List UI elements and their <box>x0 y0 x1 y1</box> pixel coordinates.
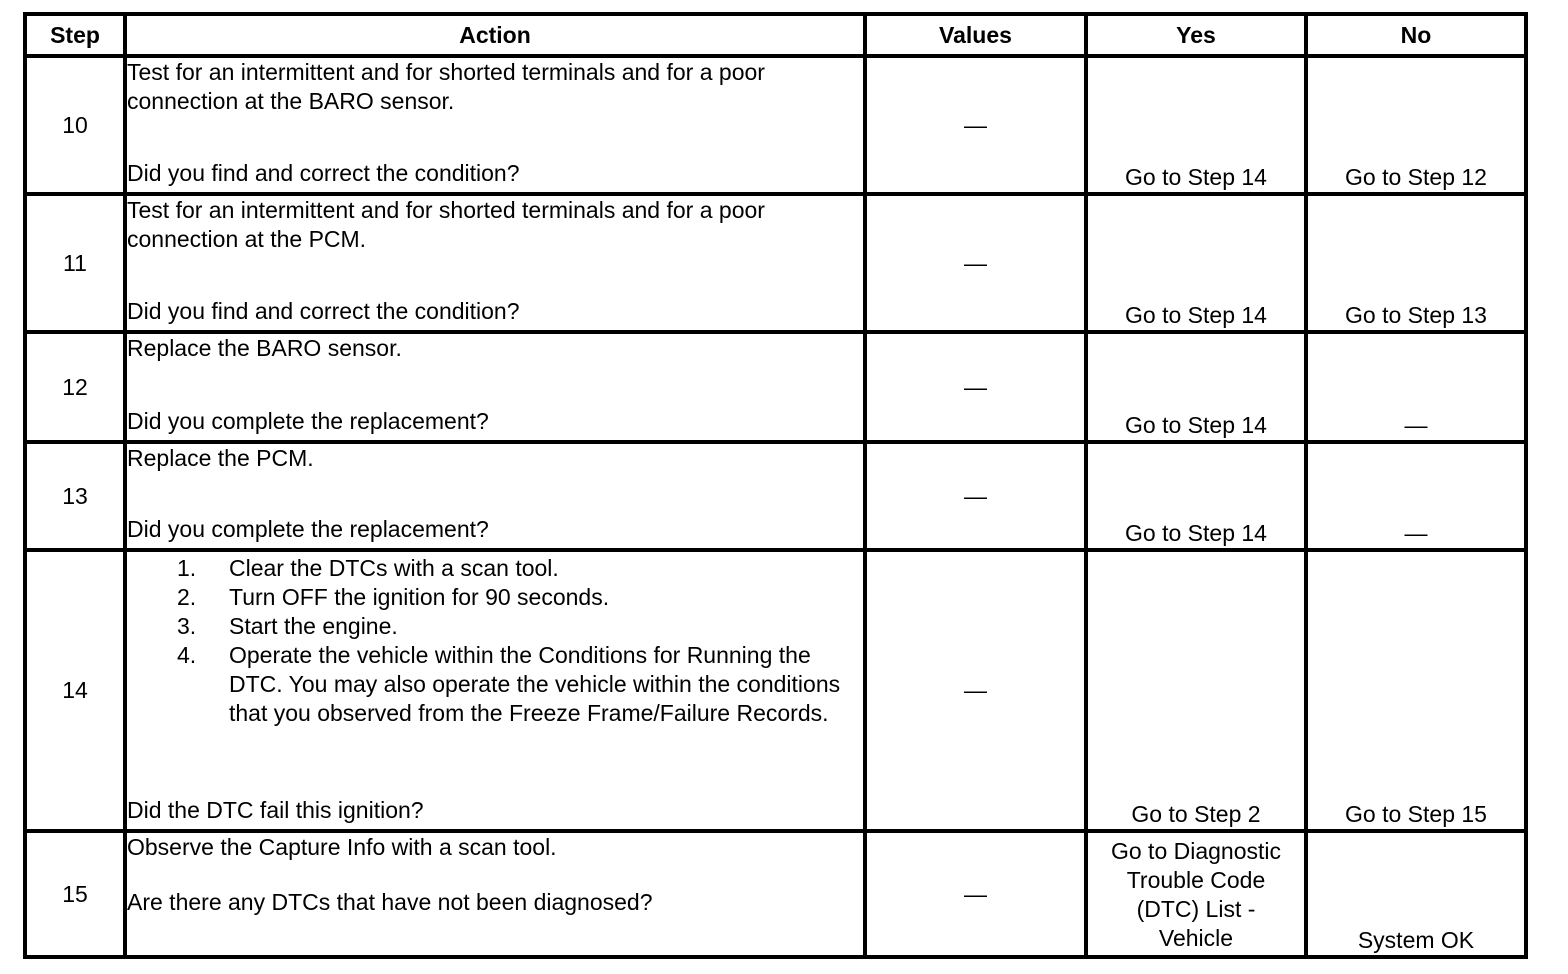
action-cell <box>125 194 865 332</box>
action-question: Are there any DTCs that have not been diagnosed? <box>127 889 653 915</box>
header-yes: Yes <box>1086 14 1306 56</box>
step-number: 12 <box>25 332 125 442</box>
table-row <box>25 194 1526 332</box>
step-number: 11 <box>25 194 125 332</box>
header-row <box>25 14 1526 56</box>
step-number: 10 <box>25 56 125 194</box>
action-question: Did the DTC fail this ignition? <box>127 797 424 823</box>
table-row <box>25 550 1526 831</box>
action-cell <box>125 831 865 957</box>
values-cell: — <box>865 56 1086 194</box>
action-question: Did you complete the replacement? <box>127 516 489 542</box>
no-cell: Go to Step 12 <box>1306 56 1526 194</box>
list-item: 1. Clear the DTCs with a scan tool. <box>177 555 559 581</box>
list-item: 4. Operate the vehicle within the Conditions for Running the DTC. You may also operate the vehicle within the conditions that you observed from the Freeze Frame/Failure Records. <box>177 642 841 726</box>
no-cell: — <box>1306 442 1526 550</box>
values-cell: — <box>865 442 1086 550</box>
diagnostic-table <box>23 12 1528 959</box>
step-number: 14 <box>25 550 125 831</box>
action-cell <box>125 56 865 194</box>
numbered-list <box>127 554 863 728</box>
table-row <box>25 831 1526 957</box>
no-cell: — <box>1306 332 1526 442</box>
header-values: Values <box>865 14 1086 56</box>
values-cell: — <box>865 332 1086 442</box>
action-cell <box>125 550 865 831</box>
list-item: 3. Start the engine. <box>177 613 398 639</box>
header-step: Step <box>25 14 125 56</box>
action-question: Did you find and correct the condition? <box>127 160 520 186</box>
table-row <box>25 332 1526 442</box>
yes-cell: Go to Step 14 <box>1086 56 1306 194</box>
yes-cell: Go to Step 14 <box>1086 442 1306 550</box>
action-text: Replace the BARO sensor. <box>127 335 402 361</box>
values-cell: — <box>865 550 1086 831</box>
values-cell: — <box>865 194 1086 332</box>
list-item: 2. Turn OFF the ignition for 90 seconds. <box>177 584 610 610</box>
yes-cell: Go to Step 14 <box>1086 194 1306 332</box>
action-text: Test for an intermittent and for shorted terminals and for a poor connection at the PCM. <box>127 197 765 252</box>
action-text: Test for an intermittent and for shorted terminals and for a poor connection at the BARO sensor. <box>127 59 765 114</box>
yes-cell: Go to Step 2 <box>1086 550 1306 831</box>
action-text: Replace the PCM. <box>127 445 314 471</box>
no-cell: System OK <box>1306 831 1526 957</box>
no-cell: Go to Step 13 <box>1306 194 1526 332</box>
action-question: Did you find and correct the condition? <box>127 298 520 324</box>
values-cell: — <box>865 831 1086 957</box>
table-row <box>25 442 1526 550</box>
action-cell <box>125 442 865 550</box>
header-no: No <box>1306 14 1526 56</box>
header-action: Action <box>125 14 865 56</box>
action-text: Observe the Capture Info with a scan tool. <box>127 834 557 860</box>
action-question: Did you complete the replacement? <box>127 408 489 434</box>
step-number: 15 <box>25 831 125 957</box>
yes-cell: Go to Diagnostic Trouble Code (DTC) List - Vehicle <box>1086 831 1306 957</box>
action-cell <box>125 332 865 442</box>
step-number: 13 <box>25 442 125 550</box>
no-cell: Go to Step 15 <box>1306 550 1526 831</box>
table-row <box>25 56 1526 194</box>
yes-cell: Go to Step 14 <box>1086 332 1306 442</box>
